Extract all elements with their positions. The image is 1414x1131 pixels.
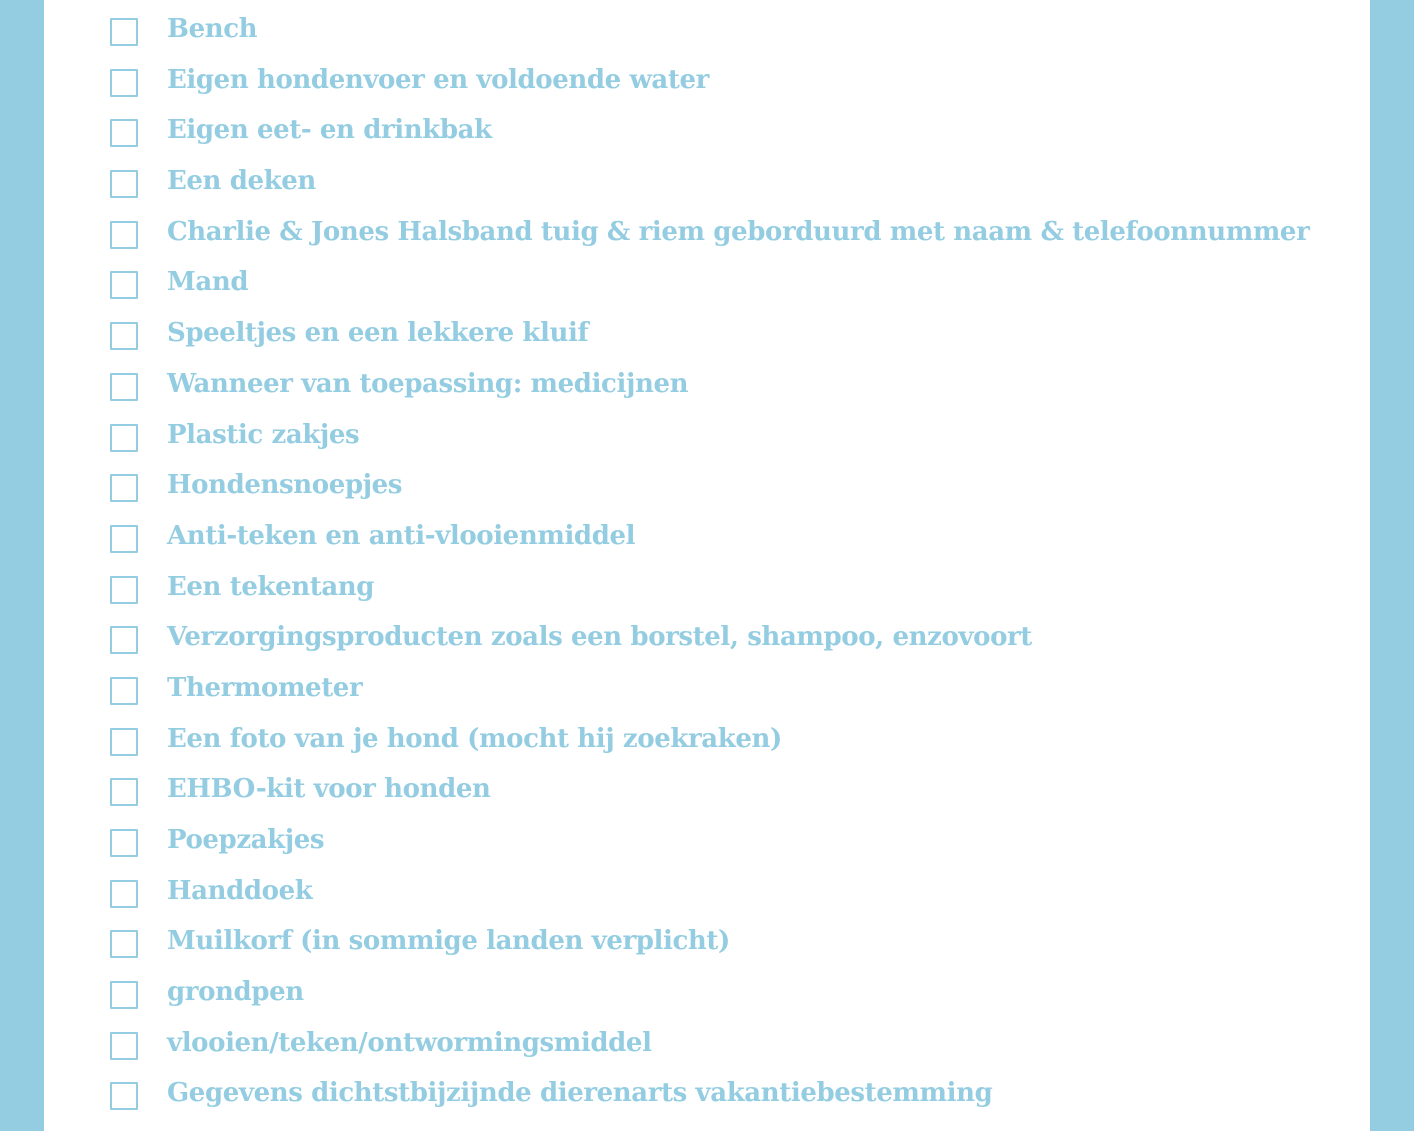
checklist-item-label: vlooien/teken/ontwormingsmiddel — [167, 1027, 652, 1058]
checklist-item-label: Eigen hondenvoer en voldoende water — [167, 64, 709, 95]
checklist-item — [44, 511, 1370, 562]
checklist-item-label: Muilkorf (in sommige landen verplicht) — [167, 926, 730, 957]
checklist-item-label: Gegevens dichtstbijzijnde dierenarts vakantiebestemming — [167, 1078, 993, 1109]
checkbox[interactable] — [110, 626, 138, 654]
checklist-item-label: Plastic zakjes — [167, 419, 360, 450]
checkbox[interactable] — [110, 728, 138, 756]
checkbox[interactable] — [110, 69, 138, 97]
checkbox[interactable] — [110, 829, 138, 857]
checklist-item-label: Hondensnoepjes — [167, 470, 403, 501]
checklist-item-label: EHBO-kit voor honden — [167, 774, 491, 805]
checklist-item-label: Een tekentang — [167, 571, 375, 602]
checklist-item — [44, 409, 1370, 460]
checklist-item — [44, 460, 1370, 511]
checkbox[interactable] — [110, 424, 138, 452]
checklist-item-label: Een foto van je hond (mocht hij zoekraken) — [167, 723, 782, 754]
checkbox[interactable] — [110, 1082, 138, 1110]
checklist-item — [44, 764, 1370, 815]
checklist-item — [44, 206, 1370, 257]
checkbox[interactable] — [110, 474, 138, 502]
checkbox[interactable] — [110, 221, 138, 249]
checkbox[interactable] — [110, 677, 138, 705]
checklist-item-label: Bench — [167, 14, 258, 45]
checklist-item-label: Een deken — [167, 166, 316, 197]
checklist-item-label: grondpen — [167, 977, 304, 1008]
checkbox[interactable] — [110, 525, 138, 553]
checkbox[interactable] — [110, 930, 138, 958]
checkbox[interactable] — [110, 880, 138, 908]
checklist-item — [44, 4, 1370, 55]
checklist-item — [44, 308, 1370, 359]
checklist-item-label: Speeltjes en een lekkere kluif — [167, 318, 589, 349]
checklist-item — [44, 561, 1370, 612]
checkbox[interactable] — [110, 373, 138, 401]
checklist-item — [44, 105, 1370, 156]
checkbox[interactable] — [110, 981, 138, 1009]
checklist-item-label: Eigen eet- en drinkbak — [167, 115, 492, 146]
checkbox[interactable] — [110, 119, 138, 147]
checklist-item — [44, 865, 1370, 916]
checklist-item-label: Wanneer van toepassing: medicijnen — [167, 368, 689, 399]
checklist-item-label: Verzorgingsproducten zoals een borstel, shampoo, enzovoort — [167, 622, 1032, 653]
checklist-item — [44, 916, 1370, 967]
checkbox[interactable] — [110, 576, 138, 604]
checklist-item — [44, 967, 1370, 1018]
checklist-item — [44, 713, 1370, 764]
checklist-item — [44, 359, 1370, 410]
checklist-item — [44, 612, 1370, 663]
checklist-item-label: Anti-teken en anti-vlooienmiddel — [167, 520, 636, 551]
checkbox[interactable] — [110, 322, 138, 350]
checklist-item — [44, 815, 1370, 866]
checklist-item — [44, 1068, 1370, 1119]
checklist-item — [44, 1017, 1370, 1068]
checklist-item-label: Poepzakjes — [167, 825, 325, 856]
checklist-item-label: Charlie & Jones Halsband tuig & riem geborduurd met naam & telefoonnummer — [167, 216, 1310, 247]
checkbox[interactable] — [110, 18, 138, 46]
checkbox[interactable] — [110, 271, 138, 299]
checkbox[interactable] — [110, 1032, 138, 1060]
checkbox[interactable] — [110, 778, 138, 806]
checklist-item — [44, 156, 1370, 207]
checklist-item-label: Handdoek — [167, 875, 313, 906]
checklist — [44, 0, 1370, 1119]
checkbox[interactable] — [110, 170, 138, 198]
checklist-item-label: Mand — [167, 267, 249, 298]
checklist-item — [44, 54, 1370, 105]
checklist-item — [44, 257, 1370, 308]
checklist-item-label: Thermometer — [167, 672, 363, 703]
checklist-page — [44, 0, 1370, 1131]
checklist-item — [44, 663, 1370, 714]
